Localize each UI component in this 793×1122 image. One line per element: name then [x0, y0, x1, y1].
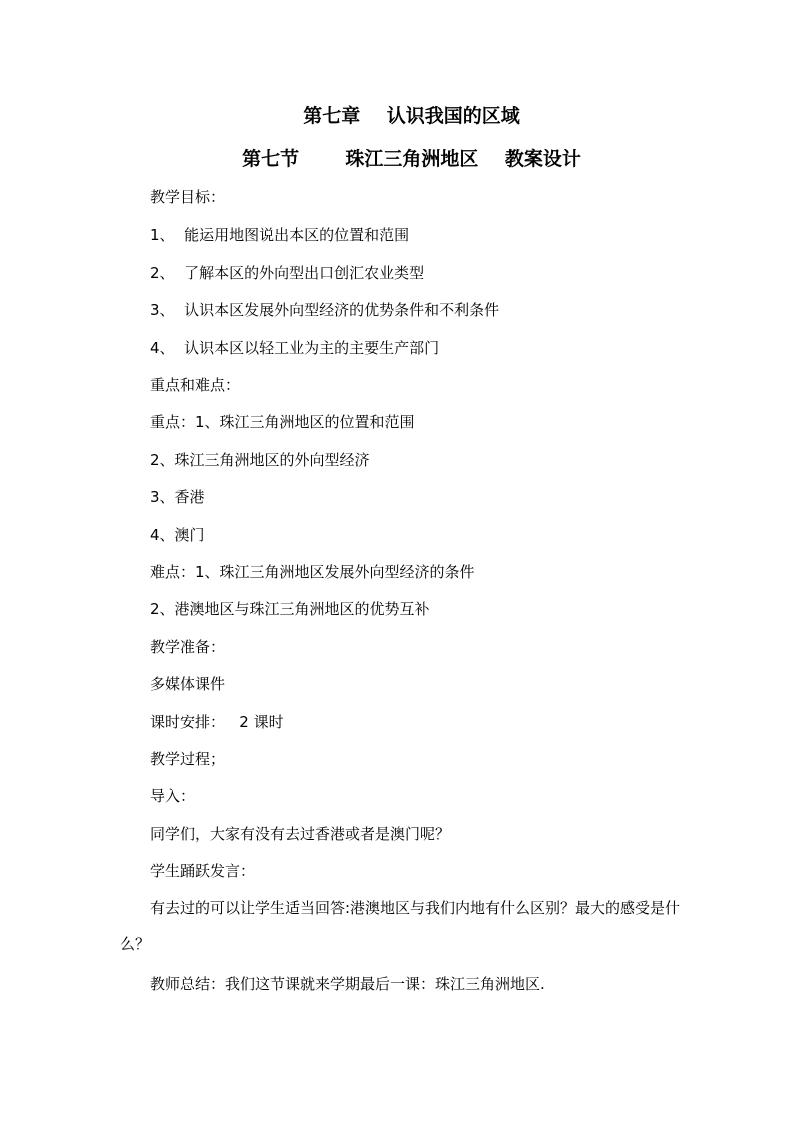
schedule-line: 课时安排： 2 课时 [150, 713, 284, 731]
key-point-item: 重点：1、珠江三角洲地区的位置和范围 [150, 413, 415, 431]
student-answer-paragraph: 有去过的可以让学生适当回答:港澳地区与我们内地有什么区别？最大的感受是什么？ [120, 899, 681, 953]
heading-key-points: 重点和难点： [150, 376, 241, 394]
section-title: 第七节 珠江三角洲地区 教案设计 [242, 148, 581, 170]
objective-item: 3、 认识本区发展外向型经济的优势条件和不利条件 [150, 301, 500, 319]
heading-process: 教学过程； [150, 750, 226, 768]
objective-item: 1、 能运用地图说出本区的位置和范围 [150, 226, 410, 244]
objective-item: 4、 认识本区以轻工业为主的主要生产部门 [150, 339, 440, 357]
key-point-item: 3、香港 [150, 488, 205, 506]
heading-objectives: 教学目标： [150, 188, 226, 206]
teacher-summary: 教师总结：我们这节课就来学期最后一课：珠江三角洲地区. [150, 975, 545, 993]
teacher-question: 同学们，大家有没有去过香港或者是澳门呢？ [150, 825, 451, 843]
difficulty-item: 难点：1、珠江三角洲地区发展外向型经济的条件 [150, 563, 475, 581]
key-point-item: 4、澳门 [150, 526, 205, 544]
chapter-title: 第七章 认识我国的区域 [303, 105, 520, 127]
heading-preparation: 教学准备： [150, 638, 226, 656]
student-response-heading: 学生踊跃发言： [150, 862, 256, 880]
key-point-item: 2、珠江三角洲地区的外向型经济 [150, 451, 370, 469]
preparation-item: 多媒体课件 [150, 675, 226, 693]
difficulty-item: 2、港澳地区与珠江三角洲地区的优势互补 [150, 600, 430, 618]
heading-introduction: 导入： [150, 787, 196, 805]
objective-item: 2、 了解本区的外向型出口创汇农业类型 [150, 264, 425, 282]
